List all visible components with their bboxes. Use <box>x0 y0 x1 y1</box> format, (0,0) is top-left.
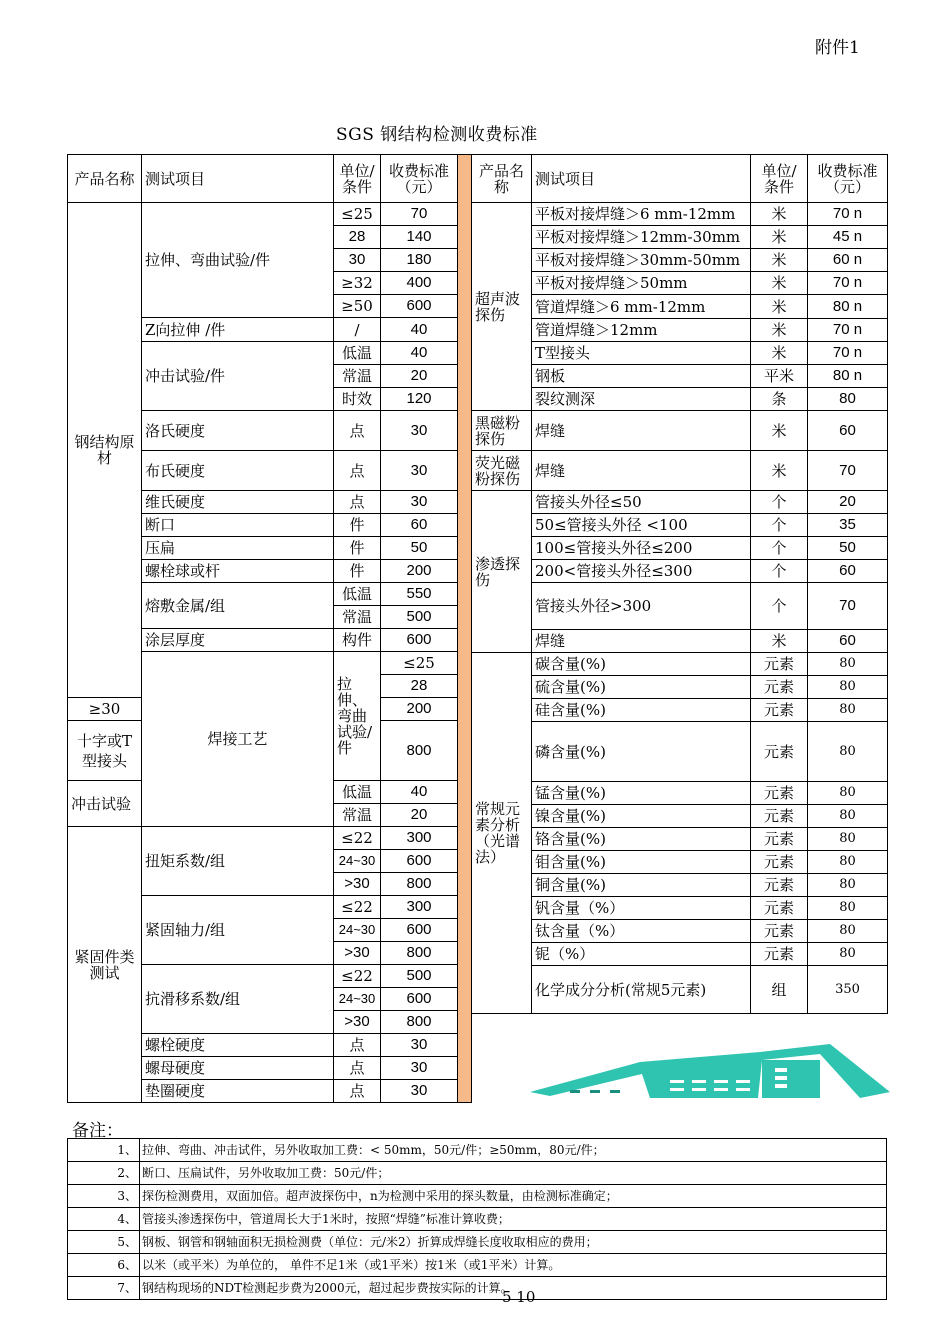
axial-label: 紧固轴力/组 <box>142 896 334 965</box>
fee-cell: 800 <box>381 1011 458 1034</box>
unit-cell: 米 <box>751 249 808 272</box>
category-elements: 常规元素分析（光谱法） <box>472 653 532 1014</box>
unit-cell: 点 <box>334 1057 381 1080</box>
item-cell: 100≤管接头外径≤200 <box>532 537 751 560</box>
header-test-item: 测试项目 <box>142 155 334 203</box>
category-steel-raw: 钢结构原材 <box>68 203 142 698</box>
unit-cell: 件 <box>334 514 381 537</box>
unit-cell: 米 <box>751 272 808 295</box>
fee-cell: 30 <box>381 411 458 451</box>
rockwell-label: 洛氏硬度 <box>142 411 334 451</box>
fee-cell: 80 <box>808 851 888 874</box>
bolt-ball-label: 螺栓球或杆 <box>142 560 334 583</box>
fee-cell: 350 <box>808 966 888 1014</box>
column-separator <box>458 155 472 1103</box>
item-cell: 硫含量(%) <box>532 676 751 699</box>
unit-cell: 24~30 <box>334 988 381 1011</box>
fee-cell: 50 <box>381 537 458 560</box>
fee-cell: 550 <box>381 583 458 606</box>
header-product: 产品名称 <box>472 155 532 203</box>
item-cell: 焊缝 <box>532 411 751 451</box>
logo-building <box>650 1074 758 1098</box>
logo-ground <box>570 1090 620 1093</box>
unit-cell: 个 <box>751 560 808 583</box>
header-fee: 收费标准（元） <box>808 155 888 203</box>
unit-cell: ≤25 <box>334 203 381 226</box>
fee-cell: 45 n <box>808 226 888 249</box>
fee-cell: 80 <box>808 782 888 805</box>
slip-label: 抗滑移系数/组 <box>142 965 334 1034</box>
item-cell: 平板对接焊缝＞6 mm-12mm <box>532 203 751 226</box>
item-cell: 钼含量(%) <box>532 851 751 874</box>
item-cell: 焊缝 <box>532 451 751 491</box>
fee-cell: 70 n <box>808 203 888 226</box>
fee-cell: 600 <box>381 295 458 318</box>
note-text: 钢结构现场的NDT检测起步费为2000元，超过起步费按实际的计算。 <box>140 1277 887 1300</box>
item-cell: 化学成分分析(常规5元素) <box>532 966 751 1014</box>
fee-cell: 60 <box>381 514 458 537</box>
note-row <box>68 1208 887 1231</box>
note-index: 3、 <box>68 1185 140 1208</box>
header-fee: 收费标准（元） <box>381 155 458 203</box>
fee-cell: 40 <box>381 781 458 804</box>
unit-cell: ≤22 <box>334 896 381 919</box>
fee-cell: 600 <box>381 850 458 873</box>
fee-cell: 20 <box>808 491 888 514</box>
fee-cell: 60 <box>808 411 888 451</box>
category-ultrasonic: 超声波探伤 <box>472 203 532 411</box>
washer-hardness-label: 垫圈硬度 <box>142 1080 334 1103</box>
item-cell: 50≤管接头外径 <100 <box>532 514 751 537</box>
flatten-label: 压扁 <box>142 537 334 560</box>
unit-cell: 低温 <box>334 342 381 365</box>
weld-impact-label: 冲击试验 <box>68 781 142 827</box>
fee-cell: 80 <box>808 388 888 411</box>
header-test-item: 测试项目 <box>532 155 751 203</box>
unit-cell: 米 <box>751 411 808 451</box>
item-cell: 200<管接头外径≤300 <box>532 560 751 583</box>
unit-cell: 条 <box>751 388 808 411</box>
unit-cell: 元素 <box>751 782 808 805</box>
item-cell: 锰含量(%) <box>532 782 751 805</box>
unit-cell: 米 <box>751 295 808 319</box>
fee-cell: 60 n <box>808 249 888 272</box>
unit-cell: 个 <box>751 537 808 560</box>
unit-cell: ≥32 <box>334 272 381 295</box>
unit-cell: 28 <box>381 675 458 698</box>
fee-cell: 40 <box>381 342 458 365</box>
note-index: 2、 <box>68 1162 140 1185</box>
note-index: 6、 <box>68 1254 140 1277</box>
fee-cell: 80 <box>808 828 888 851</box>
note-index: 7、 <box>68 1277 140 1300</box>
unit-cell: 米 <box>751 451 808 491</box>
note-text: 断口、压扁试件，另外收取加工费：50元/件； <box>140 1162 887 1185</box>
unit-cell: 米 <box>751 630 808 653</box>
right-fee-table <box>471 154 888 1014</box>
fee-cell: 120 <box>381 388 458 411</box>
fee-cell: 30 <box>381 1034 458 1057</box>
attachment-label: 附件1 <box>815 38 860 58</box>
item-cell: 管道焊缝＞6 mm-12mm <box>532 295 751 319</box>
coating-label: 涂层厚度 <box>142 629 334 652</box>
header-unit: 单位/条件 <box>751 155 808 203</box>
fee-cell: 80 <box>808 943 888 966</box>
fee-cell: 600 <box>381 629 458 652</box>
unit-cell: 常温 <box>334 606 381 629</box>
unit-cell: 元素 <box>751 897 808 920</box>
unit-cell: 元素 <box>751 699 808 722</box>
unit-cell: 米 <box>751 342 808 365</box>
fee-cell: 180 <box>381 249 458 272</box>
note-row <box>68 1139 887 1162</box>
unit-cell: 元素 <box>751 851 808 874</box>
unit-cell: 24~30 <box>334 850 381 873</box>
item-cell: 管接头外径>300 <box>532 583 751 630</box>
note-row <box>68 1277 887 1300</box>
notes-table <box>67 1138 887 1300</box>
unit-cell: ≤25 <box>381 652 458 675</box>
unit-cell: 构件 <box>334 629 381 652</box>
fee-cell: 800 <box>381 721 458 781</box>
unit-cell: 点 <box>334 451 381 491</box>
note-row <box>68 1254 887 1277</box>
category-fluorescent-magnetic: 荧光磁粉探伤 <box>472 451 532 491</box>
fee-cell: 60 <box>808 630 888 653</box>
fee-cell: 70 n <box>808 319 888 342</box>
header-unit: 单位/条件 <box>334 155 381 203</box>
note-row <box>68 1185 887 1208</box>
building-logo <box>530 1040 890 1112</box>
fee-cell: 200 <box>381 560 458 583</box>
note-text: 探伤检测费用，双面加倍。超声波探伤中，n为检测中采用的探头数量，由检测标准确定； <box>140 1185 887 1208</box>
unit-cell: 点 <box>334 1034 381 1057</box>
unit-cell: 元素 <box>751 920 808 943</box>
unit-cell: 个 <box>751 514 808 537</box>
unit-cell: 元素 <box>751 653 808 676</box>
item-cell: 平板对接焊缝＞50mm <box>532 272 751 295</box>
z-tensile-label: Z向拉伸 /件 <box>142 318 334 342</box>
unit-cell: 平米 <box>751 365 808 388</box>
item-cell: 管道焊缝＞12mm <box>532 319 751 342</box>
fee-cell: 800 <box>381 873 458 896</box>
fee-cell: 140 <box>381 226 458 249</box>
fee-cell: 70 <box>381 203 458 226</box>
header-product: 产品名称 <box>68 155 142 203</box>
fee-cell: 600 <box>381 988 458 1011</box>
unit-cell: 十字或T型接头 <box>68 721 142 781</box>
item-cell: T型接头 <box>532 342 751 365</box>
fee-cell: 35 <box>808 514 888 537</box>
fee-cell: 20 <box>381 804 458 827</box>
item-cell: 钒含量（%） <box>532 897 751 920</box>
fee-cell: 30 <box>381 1080 458 1103</box>
fee-cell: 80 <box>808 722 888 782</box>
unit-cell: 常温 <box>334 365 381 388</box>
fee-cell: 30 <box>381 1057 458 1080</box>
page-title: SGS 钢结构检测收费标准 <box>336 125 538 145</box>
item-cell: 钢板 <box>532 365 751 388</box>
torque-label: 扭矩系数/组 <box>142 827 334 896</box>
unit-cell: >30 <box>334 873 381 896</box>
unit-cell: 组 <box>751 966 808 1014</box>
unit-cell: 元素 <box>751 676 808 699</box>
unit-cell: 时效 <box>334 388 381 411</box>
note-row <box>68 1231 887 1254</box>
fracture-label: 断口 <box>142 514 334 537</box>
unit-cell: 元素 <box>751 874 808 897</box>
unit-cell: 低温 <box>334 583 381 606</box>
category-black-magnetic: 黑磁粉探伤 <box>472 411 532 451</box>
logo-tower <box>762 1060 820 1098</box>
unit-cell: 点 <box>334 491 381 514</box>
fee-cell: 70 n <box>808 272 888 295</box>
fee-cell: 500 <box>381 965 458 988</box>
unit-cell: 元素 <box>751 722 808 782</box>
fee-cell: 80 <box>808 653 888 676</box>
unit-cell: 米 <box>751 203 808 226</box>
category-welding: 焊接工艺 <box>142 652 334 827</box>
fee-cell: 70 <box>808 583 888 630</box>
fee-cell: 50 <box>808 537 888 560</box>
unit-cell: 点 <box>334 411 381 451</box>
category-fastener: 紧固件类测试 <box>68 827 142 1103</box>
note-text: 拉伸、弯曲、冲击试件，另外收取加工费：< 50mm，50元/件；≥50mm，80元/件； <box>140 1139 887 1162</box>
unit-cell: 米 <box>751 226 808 249</box>
fee-cell: 80 <box>808 699 888 722</box>
unit-cell: 元素 <box>751 805 808 828</box>
cladding-label: 熔敷金属/组 <box>142 583 334 629</box>
item-cell: 钛含量（%） <box>532 920 751 943</box>
unit-cell: >30 <box>334 942 381 965</box>
unit-cell: ≤22 <box>334 827 381 850</box>
fee-cell: 70 <box>808 451 888 491</box>
page-number: 5 10 <box>502 1288 536 1306</box>
fee-cell: 500 <box>381 606 458 629</box>
item-cell: 硅含量(%) <box>532 699 751 722</box>
unit-cell: 米 <box>751 319 808 342</box>
left-fee-table <box>67 154 472 1103</box>
unit-cell: 点 <box>334 1080 381 1103</box>
fee-cell: 80 <box>808 920 888 943</box>
unit-cell: 件 <box>334 537 381 560</box>
fee-cell: 30 <box>381 451 458 491</box>
fee-cell: 80 <box>808 676 888 699</box>
item-cell: 铌（%） <box>532 943 751 966</box>
unit-cell: / <box>334 318 381 342</box>
unit-cell: 元素 <box>751 943 808 966</box>
item-cell: 镍含量(%) <box>532 805 751 828</box>
unit-cell: 24~30 <box>334 919 381 942</box>
unit-cell: ≥30 <box>68 698 142 721</box>
fee-cell: 80 n <box>808 295 888 319</box>
item-cell: 平板对接焊缝＞12mm-30mm <box>532 226 751 249</box>
fee-cell: 80 <box>808 805 888 828</box>
fee-cell: 300 <box>381 896 458 919</box>
item-cell: 碳含量(%) <box>532 653 751 676</box>
fee-cell: 20 <box>381 365 458 388</box>
note-text: 以米（或平米）为单位的， 单件不足1米（或1平米）按1米（或1平米）计算。 <box>140 1254 887 1277</box>
unit-cell: 低温 <box>334 781 381 804</box>
item-cell: 焊缝 <box>532 630 751 653</box>
item-cell: 铬含量(%) <box>532 828 751 851</box>
item-cell: 管接头外径≤50 <box>532 491 751 514</box>
unit-cell: 28 <box>334 226 381 249</box>
item-cell: 裂纹测深 <box>532 388 751 411</box>
notes-label: 备注： <box>72 1121 123 1141</box>
unit-cell: 元素 <box>751 828 808 851</box>
note-index: 1、 <box>68 1139 140 1162</box>
note-row <box>68 1162 887 1185</box>
category-penetrant: 渗透探伤 <box>472 491 532 653</box>
fee-cell: 600 <box>381 919 458 942</box>
fee-cell: 80 <box>808 874 888 897</box>
vickers-label: 维氏硬度 <box>142 491 334 514</box>
note-text: 钢板、钢管和钢轴面积无损检测费（单位：元/米2）折算成焊缝长度收取相应的费用； <box>140 1231 887 1254</box>
note-text: 管接头渗透探伤中，管道周长大于1米时，按照“焊缝”标准计算收费； <box>140 1208 887 1231</box>
fee-cell: 200 <box>381 698 458 721</box>
fee-cell: 80 <box>808 897 888 920</box>
item-cell: 平板对接焊缝＞30mm-50mm <box>532 249 751 272</box>
fee-cell: 30 <box>381 491 458 514</box>
item-cell: 铜含量(%) <box>532 874 751 897</box>
unit-cell: 个 <box>751 491 808 514</box>
steel-tensile-label: 拉伸、弯曲试验/件 <box>142 203 334 318</box>
unit-cell: >30 <box>334 1011 381 1034</box>
nut-hardness-label: 螺母硬度 <box>142 1057 334 1080</box>
note-index: 4、 <box>68 1208 140 1231</box>
unit-cell: 30 <box>334 249 381 272</box>
steel-impact-label: 冲击试验/件 <box>142 342 334 411</box>
fee-cell: 60 <box>808 560 888 583</box>
fee-cell: 70 n <box>808 342 888 365</box>
brinell-label: 布氏硬度 <box>142 451 334 491</box>
unit-cell: ≥50 <box>334 295 381 318</box>
note-index: 5、 <box>68 1231 140 1254</box>
fee-cell: 80 n <box>808 365 888 388</box>
unit-cell: 常温 <box>334 804 381 827</box>
fee-cell: 400 <box>381 272 458 295</box>
fee-cell: 800 <box>381 942 458 965</box>
unit-cell: ≤22 <box>334 965 381 988</box>
weld-tensile-label: 拉伸、弯曲试验/件 <box>334 652 381 781</box>
bolt-hardness-label: 螺栓硬度 <box>142 1034 334 1057</box>
unit-cell: 个 <box>751 583 808 630</box>
unit-cell: 件 <box>334 560 381 583</box>
fee-cell: 40 <box>381 318 458 342</box>
item-cell: 磷含量(%) <box>532 722 751 782</box>
fee-cell: 300 <box>381 827 458 850</box>
